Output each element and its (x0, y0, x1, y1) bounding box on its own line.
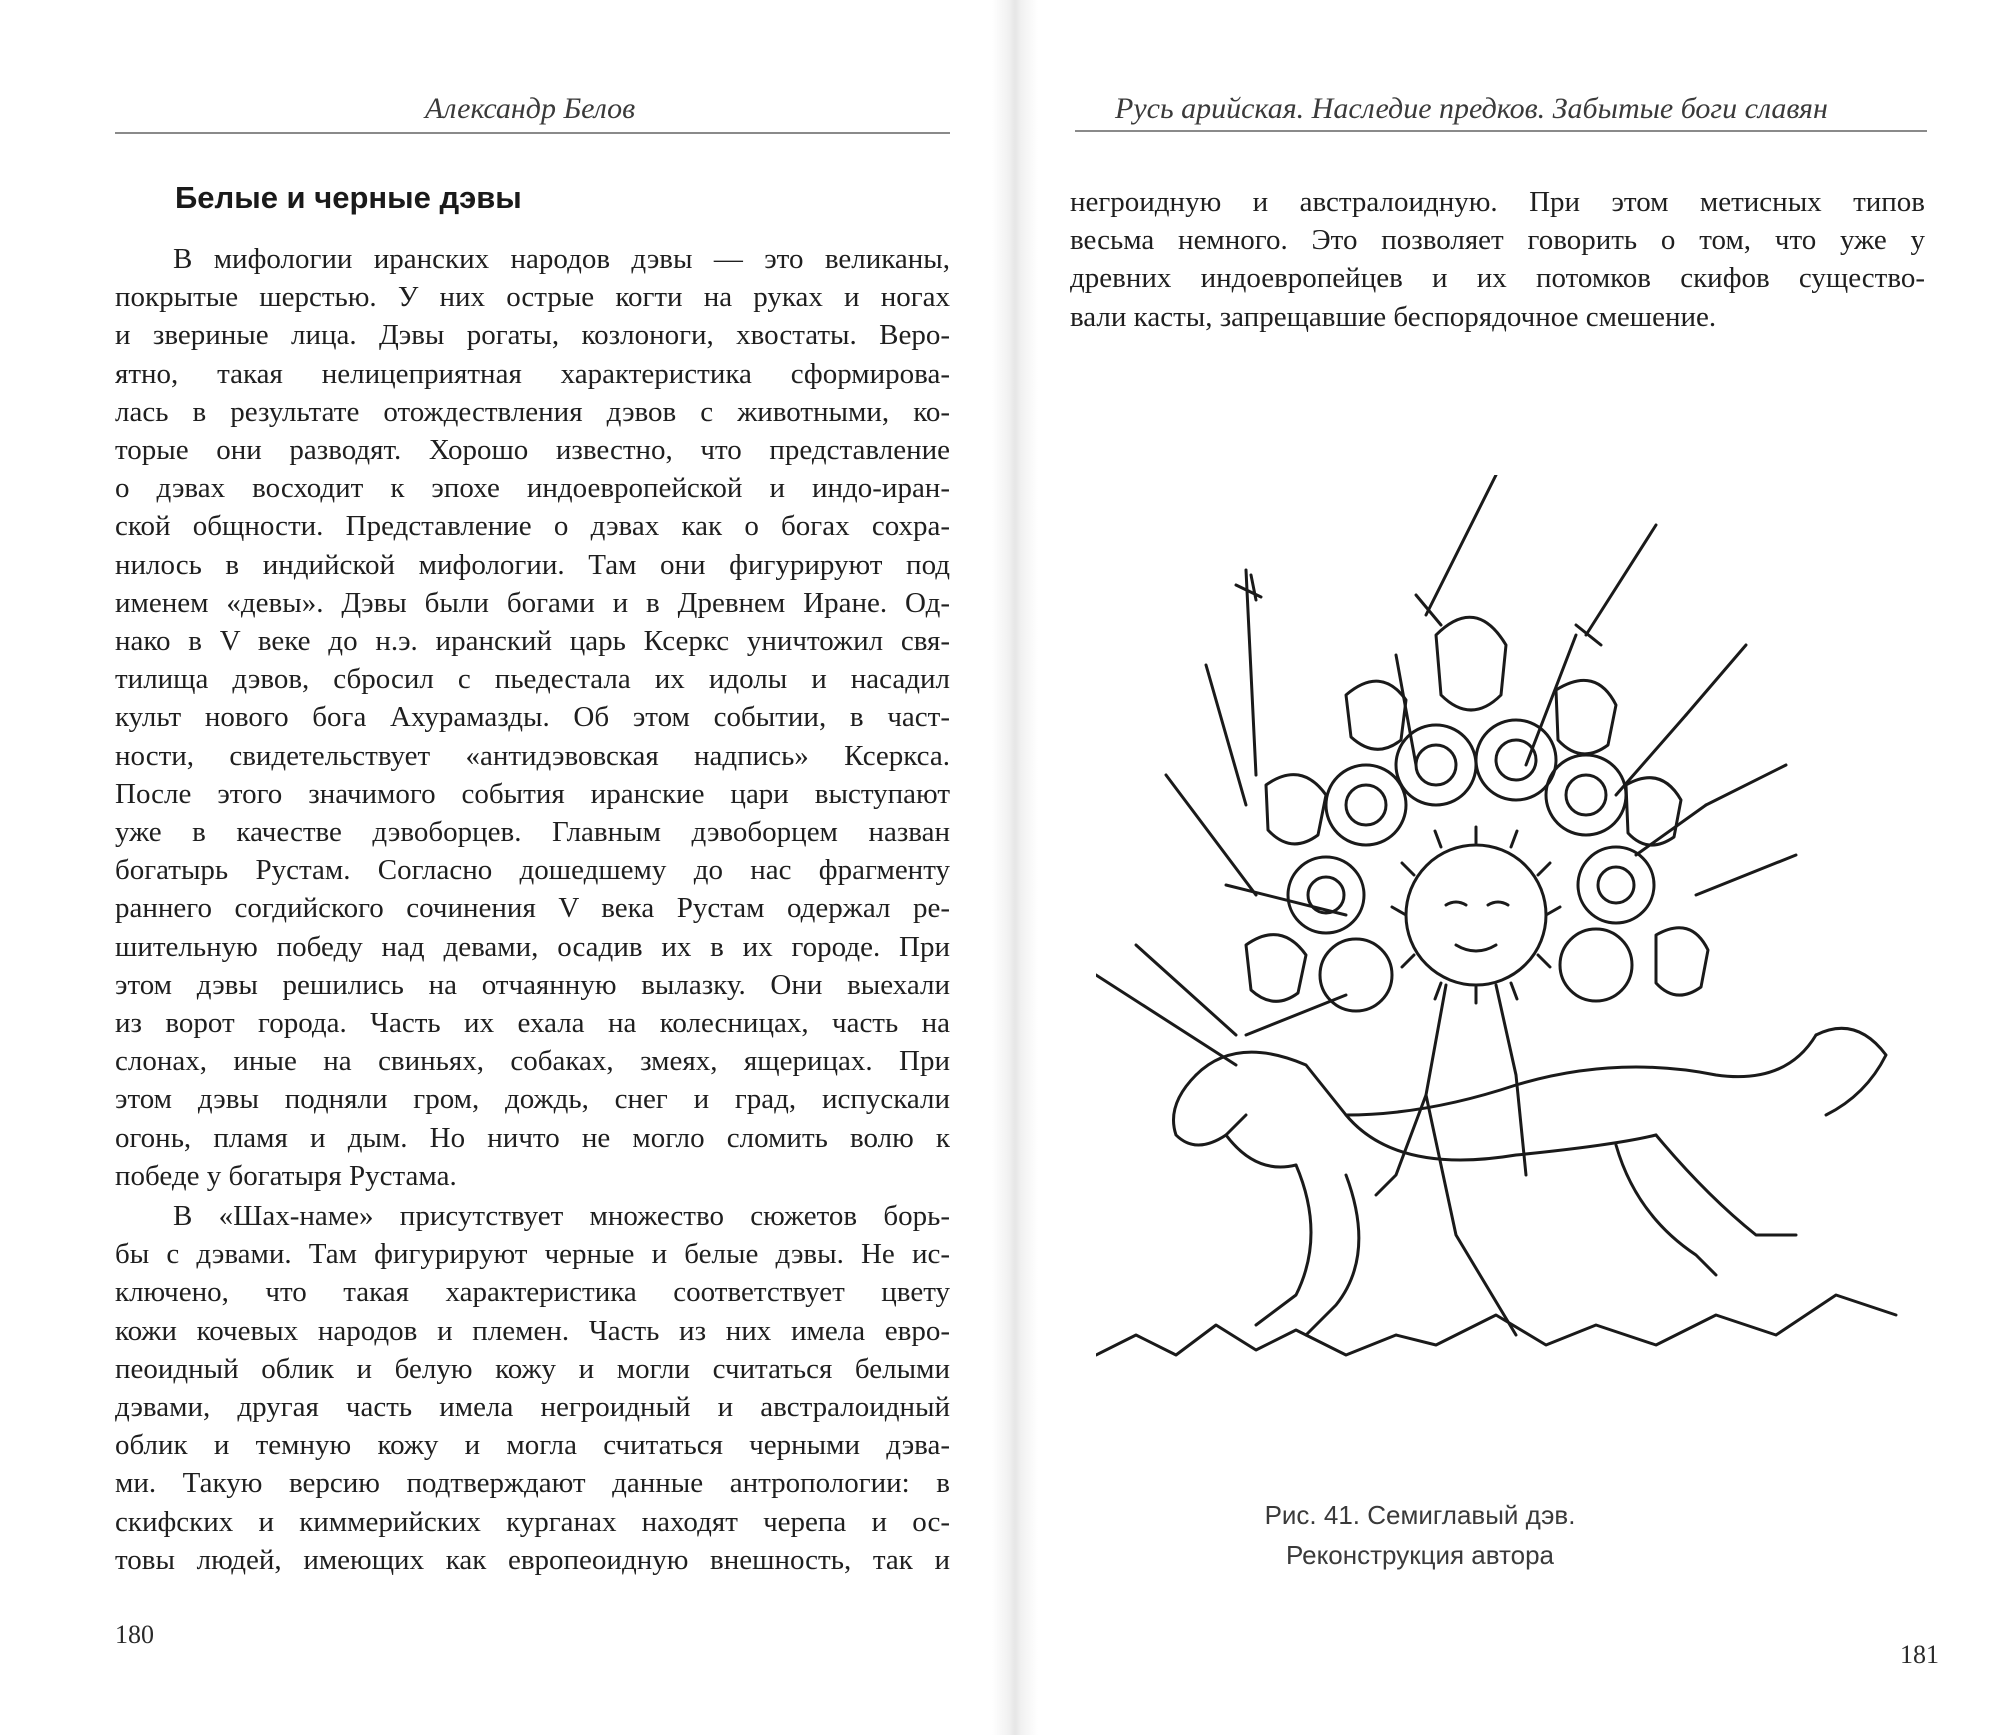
text-line: негроидную и австралоидную. При этом метисных типов (1070, 186, 1925, 218)
dev-drawing (1096, 475, 1916, 1410)
figure-caption-credit: Реконструкция автора (1285, 1540, 1554, 1570)
page-number-right: 181 (1900, 1640, 1939, 1669)
text-line: весьма немного. Это позволяет говорить о том, что уже у (1070, 224, 1925, 257)
text-line: богатырь Рустам. Согласно дошедшему до нас фрагменту (115, 854, 950, 887)
text-line: огонь, пламя и дым. Но ничто не могло сломить волю к (115, 1121, 950, 1154)
left-page (0, 0, 990, 1735)
text-line: ятно, такая нелицеприятная характеристика сформирова- (115, 357, 950, 390)
text-line: вали касты, запрещавшие беспорядочное смешение. (1070, 300, 1717, 333)
text-line: В мифологии иранских народов дэвы — это великаны, (173, 243, 950, 275)
left-running-head: Александр Белов (425, 92, 636, 125)
right-running-head: Русь арийская. Наследие предков. Забытые боги славян (1115, 92, 1828, 125)
book-gutter (992, 0, 1038, 1735)
section-title: Белые и черные дэвы (175, 180, 522, 215)
illustration-seven-headed-dev (1096, 475, 1916, 1410)
text-line: После этого значимого события иранские цари выступают (115, 777, 950, 810)
text-line: бы с дэвами. Там фигурируют черные и белые дэвы. Не ис- (115, 1238, 950, 1271)
figure-caption-title: Рис. 41. Семиглавый дэв. (1264, 1500, 1576, 1530)
text-line: В «Шах-наме» присутствует множество сюжетов борь- (173, 1200, 950, 1232)
text-line: именем «девы». Дэвы были богами и в Древнем Иране. Од- (115, 586, 950, 619)
text-line: раннего согдийского сочинения V века Рустам одержал ре- (115, 892, 950, 925)
page-number-left: 180 (115, 1620, 154, 1649)
text-line: скифских и киммерийских курганах находят черепа и ос- (115, 1505, 950, 1538)
text-line: ности, свидетельствует «антидэвовская надпись» Ксеркса. (115, 739, 950, 772)
text-line: этом дэвы подняли гром, дождь, снег и град, испускали (115, 1083, 950, 1116)
text-line: тилища дэвов, сбросил с пьедестала их идолы и насадил (115, 663, 950, 696)
text-line: нилось в индийской мифологии. Там они фигурируют под (115, 548, 950, 581)
right-page (1040, 0, 2000, 1735)
text-line: этом дэвы решились на отчаянную вылазку. Они выехали (115, 968, 950, 1001)
paragraph-1 (115, 240, 950, 1195)
text-line: пеоидный облик и белую кожу и могли считаться белыми (115, 1352, 950, 1385)
text-line: товы людей, имеющих как европеоидную внешность, так и (115, 1543, 950, 1576)
text-line: кожи кочевых народов и племен. Часть из них имела евро- (115, 1314, 950, 1347)
text-line: дэвами, другая часть имела негроидный и австралоидный (115, 1391, 950, 1424)
text-line: культ нового бога Ахурамазды. Об этом событии, в част- (115, 701, 950, 734)
text-line: ключено, что такая характеристика соответствует цвету (115, 1276, 950, 1309)
text-line: из ворот города. Часть их ехала на колесницах, часть на (115, 1007, 950, 1040)
text-line: торые они разводят. Хорошо известно, что представление (115, 434, 950, 467)
text-line: покрытые шерстью. У них острые когти на руках и ногах (115, 281, 950, 314)
text-line: о дэвах восходит к эпохе индоевропейской и индо-иран- (115, 472, 950, 505)
text-line: шительную победу над девами, осадив их в их городе. При (115, 930, 950, 963)
text-line: ской общности. Представление о дэвах как о богах сохра- (115, 510, 950, 543)
left-header-rule (115, 132, 950, 134)
continuation-paragraph (1070, 183, 1925, 336)
text-line: победе у богатыря Рустама. (115, 1159, 457, 1192)
text-line: слонах, иные на свиньях, собаках, змеях, ящерицах. При (115, 1045, 950, 1078)
text-line: нако в V веке до н.э. иранский царь Ксеркс уничтожил свя- (115, 625, 950, 658)
text-line: облик и темную кожу и могла считаться черными дэва- (115, 1429, 950, 1462)
right-header-rule (1075, 130, 1927, 132)
text-line: лась в результате отождествления дэвов с животными, ко- (115, 395, 950, 428)
paragraph-2 (115, 1197, 950, 1579)
text-line: древних индоевропейцев и их потомков скифов существо- (1070, 262, 1925, 295)
text-line: и звериные лица. Дэвы рогаты, козлоноги, хвостаты. Веро- (115, 319, 950, 352)
text-line: ми. Такую версию подтверждают данные антропологии: в (115, 1467, 950, 1500)
text-line: уже в качестве дэвоборцев. Главным дэвоборцем назван (115, 816, 950, 849)
